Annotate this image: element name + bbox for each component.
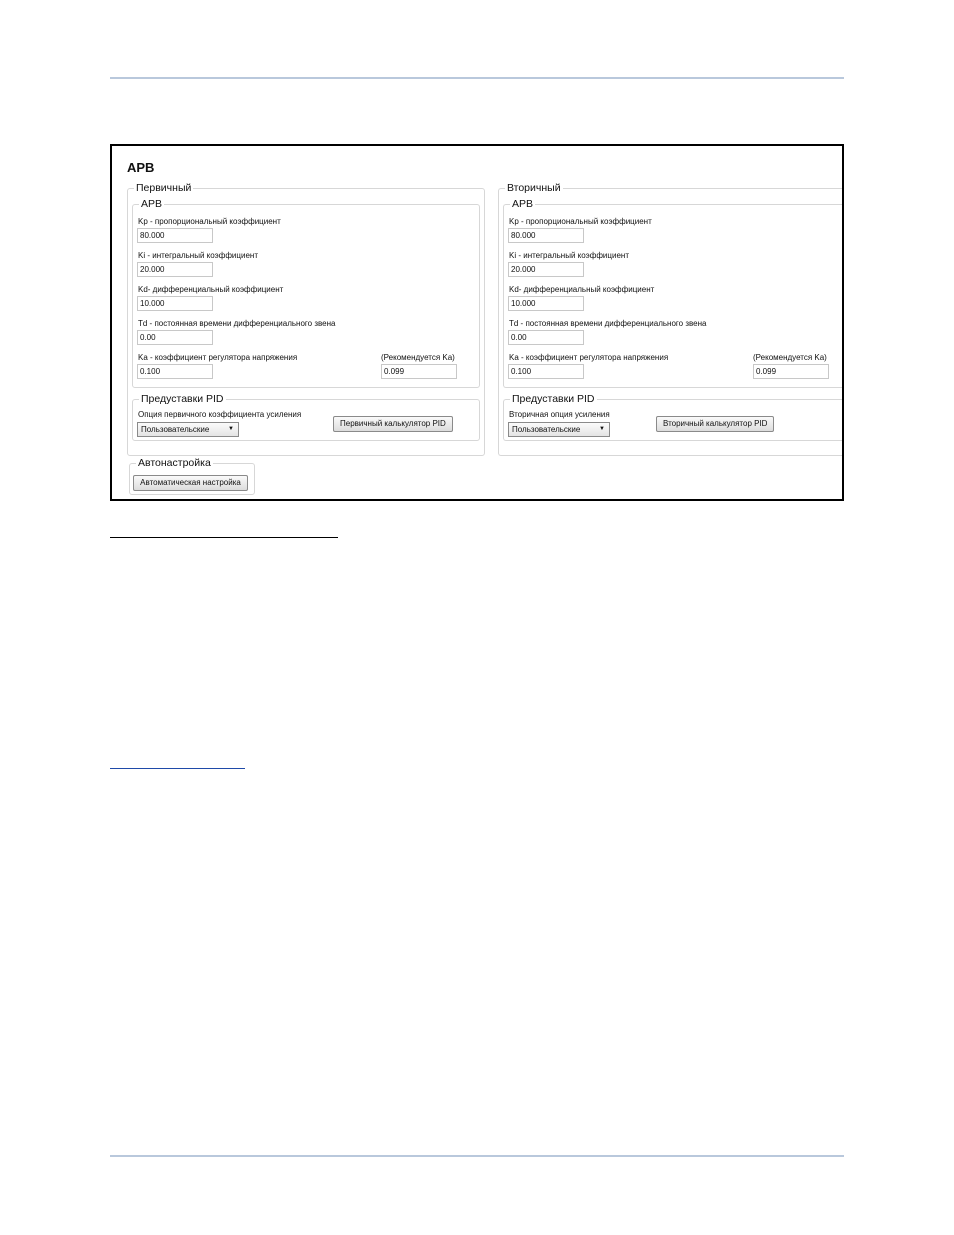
primary-recommended-label: (Рекомендуется Ka)	[381, 353, 455, 362]
secondary-kd-label: Kd- дифференциальный коэффициент	[509, 285, 655, 294]
primary-kd-input[interactable]: 10.000	[137, 296, 213, 311]
primary-pid-legend: Предуставки PID	[141, 393, 224, 405]
chevron-down-icon: ▼	[228, 426, 234, 432]
primary-ka-label: Ka - коэффициент регулятора напряжения	[138, 353, 298, 362]
primary-arv-legend: АРВ	[141, 198, 163, 210]
primary-gain-option-select[interactable]	[137, 422, 239, 437]
primary-gain-option-label: Опция первичного коэффициента усиления	[138, 410, 302, 419]
chevron-down-icon: ▼	[599, 426, 605, 432]
secondary-ki-input[interactable]: 20.000	[508, 262, 584, 277]
secondary-gain-option-select[interactable]	[508, 422, 610, 437]
secondary-gain-option-value: Пользовательские	[512, 425, 581, 434]
secondary-kp-label: Kp - пропорциональный коэффициент	[509, 217, 652, 226]
header-rule	[110, 77, 844, 79]
primary-pid-group	[132, 393, 480, 441]
avr-settings-screenshot	[110, 144, 844, 501]
primary-group-legend: Первичный	[136, 182, 192, 194]
primary-ka-input[interactable]: 0.100	[137, 364, 213, 379]
primary-kp-label: Kp - пропорциональный коэффициент	[138, 217, 281, 226]
primary-kd-label: Kd- дифференциальный коэффициент	[138, 285, 284, 294]
secondary-recommended-label: (Рекомендуется Ka)	[753, 353, 827, 362]
secondary-ka-label: Ka - коэффициент регулятора напряжения	[509, 353, 669, 362]
secondary-kd-input[interactable]: 10.000	[508, 296, 584, 311]
secondary-group-legend: Вторичный	[507, 182, 561, 194]
window-title: АРВ	[127, 160, 155, 175]
footer-rule	[110, 1155, 844, 1157]
primary-recommended-value: 0.099	[381, 364, 457, 379]
text-underline	[110, 537, 338, 538]
secondary-arv-group	[503, 198, 844, 388]
primary-pid-calculator-button[interactable]: Первичный калькулятор PID	[333, 416, 453, 432]
autotune-button[interactable]: Автоматическая настройка	[133, 475, 248, 491]
secondary-pid-group	[503, 393, 844, 441]
primary-td-input[interactable]: 0.00	[137, 330, 213, 345]
secondary-recommended-value: 0.099	[753, 364, 829, 379]
secondary-group	[498, 182, 844, 456]
primary-arv-group	[132, 198, 480, 388]
secondary-ki-label: Ki - интегральный коэффициент	[509, 251, 629, 260]
link-underline	[110, 768, 245, 769]
primary-gain-option-value: Пользовательские	[141, 425, 210, 434]
primary-kp-input[interactable]: 80.000	[137, 228, 213, 243]
secondary-pid-calculator-button[interactable]: Вторичный калькулятор PID	[656, 416, 774, 432]
secondary-gain-option-label: Вторичная опция усиления	[509, 410, 610, 419]
secondary-kp-input[interactable]: 80.000	[508, 228, 584, 243]
primary-ki-input[interactable]: 20.000	[137, 262, 213, 277]
primary-td-label: Td - постоянная времени дифференциального звена	[138, 319, 336, 328]
secondary-pid-legend: Предуставки PID	[512, 393, 595, 405]
secondary-td-label: Td - постоянная времени дифференциального звена	[509, 319, 707, 328]
primary-group	[127, 182, 485, 456]
primary-ki-label: Ki - интегральный коэффициент	[138, 251, 258, 260]
secondary-td-input[interactable]: 0.00	[508, 330, 584, 345]
secondary-arv-legend: АРВ	[512, 198, 534, 210]
autotune-legend: Автонастройка	[138, 457, 211, 469]
secondary-ka-input[interactable]: 0.100	[508, 364, 584, 379]
autotune-group	[129, 457, 255, 495]
